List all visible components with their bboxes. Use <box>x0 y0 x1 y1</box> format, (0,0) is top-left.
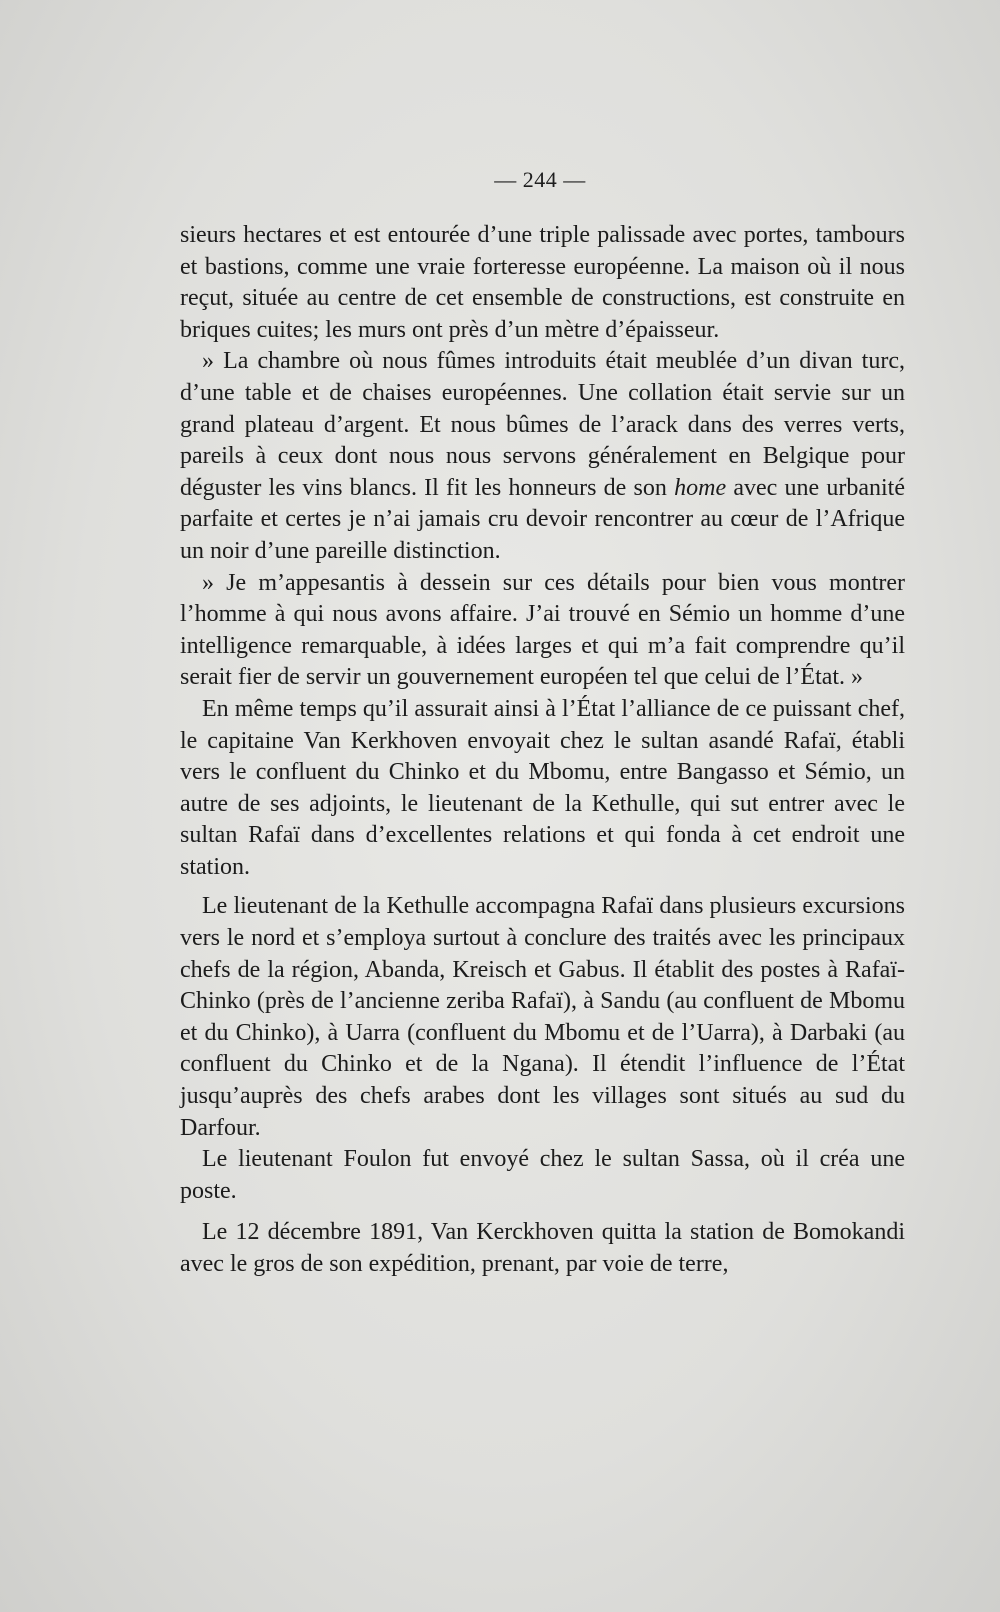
paragraph: sieurs hectares et est entourée d’une triple palissade avec portes, tambours et bastions, comme une vraie forteresse européenne. La maison où il nous reçut, située au centre de cet ensemble de constructions, est construite en briques cuites; les murs ont près d’un mètre d’épaisseur. <box>180 222 905 343</box>
italic-word: home <box>674 474 727 501</box>
body-text <box>180 220 905 1281</box>
paragraph: En même temps qu’il assurait ainsi à l’État l’alliance de ce puissant chef, le capitaine Van Kerkhoven envoyait chez le sultan asandé Rafaï, établi vers le confluent du Chinko et du Mbomu, entre Bangasso et Sémio, un autre de ses adjoints, le lieutenant de la Kethulle, qui sut entrer avec le sultan Rafaï dans d’excellentes relations et qui fonda à cet endroit une station. <box>180 695 905 880</box>
paragraph <box>180 346 905 567</box>
paragraph: Le lieutenant de la Kethulle accompagna Rafaï dans plusieurs excursions vers le nord et s’employa surtout à conclure des traités avec les principaux chefs de la région, Abanda, Kreisch et Gabus. Il établit des postes à Rafaï-Chinko (près de l’ancienne zeriba Rafaï), à Sandu (au confluent de Mbomu et du Chinko), à Uarra (confluent du Mbomu et de l’Uarra), à Darbaki (au confluent du Chinko et de la Ngana). Il étendit l’influence de l’État jusqu’auprès des chefs arabes dont les villages sont situés au sud du Darfour. <box>180 893 905 1141</box>
paragraph: » Je m’appesantis à dessein sur ces détails pour bien vous montrer l’homme à qui nous avons affaire. J’ai trouvé en Sémio un homme d’une intelligence remarquable, à idées larges et qui m’a fait comprendre qu’il serait fier de servir un gouvernement européen tel que celui de l’État. » <box>180 569 905 691</box>
paragraph: Le lieutenant Foulon fut envoyé chez le sultan Sassa, où il créa une poste. <box>180 1146 905 1204</box>
paragraph-text: » La chambre où nous fûmes introduits était meublée d’un divan turc, d’une table et de chaises européennes. Une collation était servie sur un grand plateau d’argent. Et nous bûmes de l’arack dans des verres verts, pareils à ceux dont nous nous servons généralement en Belgique pour déguster les vins blancs. Il fit les honneurs de son <box>180 348 905 501</box>
paragraph: Le 12 décembre 1891, Van Kerckhoven quitta la station de Bomokandi avec le gros de son expédition, prenant, par voie de terre, <box>180 1219 905 1277</box>
page-number: — 244 — <box>494 167 586 192</box>
paragraph-text: avec une urbanité parfaite et certes je n’ai jamais cru devoir rencontrer au cœur de l’Afrique un noir d’une pareille distinction. <box>180 474 905 564</box>
